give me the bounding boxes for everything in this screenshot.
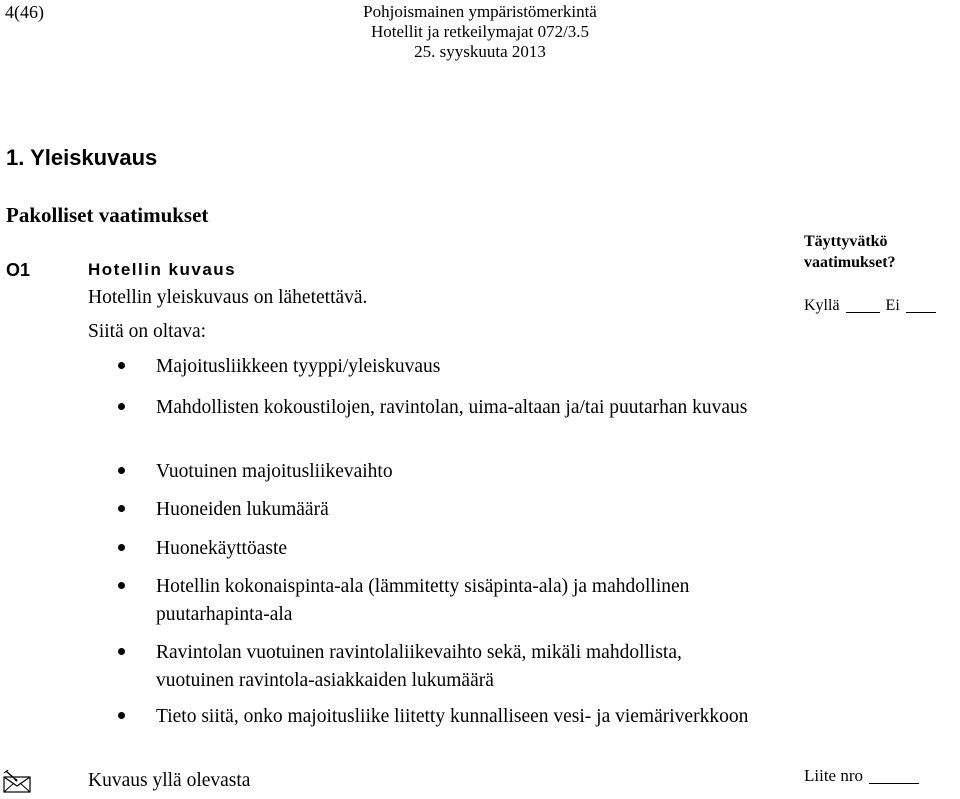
bullet-icon (118, 403, 125, 410)
bullet-icon (118, 467, 125, 474)
pen-writing-icon (3, 770, 33, 794)
compliance-question-line1: Täyttyvätkö (804, 233, 888, 250)
document-subtitle: Hotellit ja retkeilymajat 072/3.5 (370, 22, 590, 41)
requirement-list-intro: Siitä on oltava: (88, 321, 207, 342)
compliance-question-line2: vaatimukset? (804, 254, 896, 271)
bullet-icon (118, 648, 125, 655)
page-number: 4(46) (5, 2, 44, 22)
document-title: Pohjoismainen ympäristömerkintä (363, 2, 597, 21)
yes-answer-field[interactable] (846, 296, 880, 313)
appendix-number-field[interactable] (869, 767, 919, 784)
no-answer-field[interactable] (906, 296, 936, 313)
appendix-number (804, 766, 925, 786)
yes-label: Kyllä (804, 297, 840, 314)
list-item-text: Hotellin kokonaispinta-ala (lämmitetty sisäpinta-ala) ja mahdollinen puutarhapinta-ala (156, 576, 690, 625)
bullet-icon (118, 544, 125, 551)
bullet-icon (118, 362, 125, 369)
appendix-label: Liite nro (804, 766, 864, 785)
list-item-text: Mahdollisten kokoustilojen, ravintolan, uima-altaan ja/tai puutarhan kuvaus (156, 397, 748, 418)
list-item-text: Majoitusliikkeen tyyppi/yleiskuvaus (156, 356, 441, 377)
requirement-intro: Hotellin yleiskuvaus on lähetettävä. (88, 287, 368, 308)
bullet-icon (118, 505, 125, 512)
list-item-text: Tieto siitä, onko majoitusliike liitetty kunnalliseen vesi- ja viemäriverkkoon (156, 706, 749, 727)
attachment-label: Kuvaus yllä olevasta (88, 770, 251, 791)
mandatory-requirements-heading: Pakolliset vaatimukset (6, 203, 209, 227)
no-label: Ei (885, 297, 900, 314)
document-date: 25. syyskuuta 2013 (414, 42, 546, 61)
compliance-question (804, 231, 896, 273)
compliance-answer (804, 296, 942, 315)
bullet-icon (118, 712, 125, 719)
list-item-text: Vuotuinen majoitusliikevaihto (156, 461, 393, 482)
list-item-text: Huoneiden lukumäärä (156, 499, 329, 520)
requirement-code: O1 (6, 260, 31, 280)
requirement-title: Hotellin kuvaus (88, 260, 237, 279)
list-item-text: Huonekäyttöaste (156, 538, 288, 559)
list-item-text: Ravintolan vuotuinen ravintolaliikevaihto sekä, mikäli mahdollista, vuotuinen ravintola-asiakkaiden lukumäärä (156, 642, 682, 691)
bullet-icon (118, 582, 125, 589)
section-heading: 1. Yleiskuvaus (6, 145, 158, 170)
